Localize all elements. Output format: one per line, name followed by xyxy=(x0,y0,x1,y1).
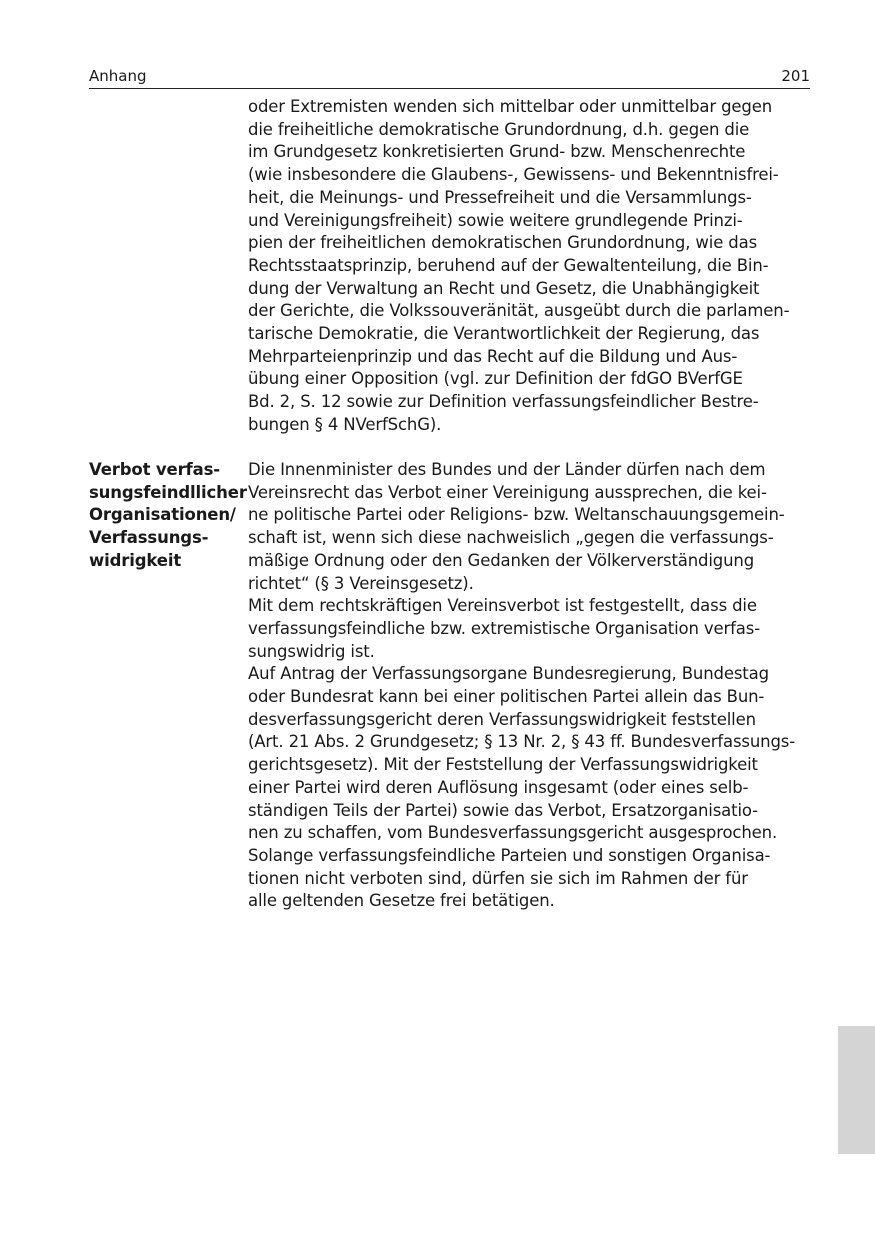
text-line: tionen nicht verboten sind, dürfen sie sich im Rahmen der für xyxy=(248,868,748,888)
text-line: pien der freiheitlichen demokratischen Grundordnung, wie das xyxy=(248,233,758,253)
section-title: Anhang xyxy=(89,67,147,85)
text-line: mäßige Ordnung oder den Gedanken der Völkerverständigung xyxy=(248,550,755,570)
heading-line: widrigkeit xyxy=(89,550,182,570)
heading-line: Verbot verfas- xyxy=(89,460,220,479)
heading-line: Verfassungs- xyxy=(89,528,209,548)
text-line: ständigen Teils der Partei) sowie das Verbot, Ersatzorganisatio- xyxy=(248,800,758,820)
text-line: Solange verfassungsfeindliche Parteien und sonstigen Organisa- xyxy=(248,845,771,865)
text-line: sungswidrig ist. xyxy=(248,641,375,661)
text-line: schaft ist, wenn sich diese nachweislich „gegen die verfassungs- xyxy=(248,528,774,548)
thumb-index-tab xyxy=(838,1026,875,1154)
text-line: nen zu schaffen, vom Bundesverfassungsgericht ausgesprochen. xyxy=(248,823,778,843)
text-line: die freiheitliche demokratische Grundordnung, d.h. gegen die xyxy=(248,119,750,139)
text-line: einer Partei wird deren Auflösung insgesamt (oder eines selb- xyxy=(248,777,749,797)
text-line: Bd. 2, S. 12 sowie zur Definition verfassungsfeindlicher Bestre- xyxy=(248,392,759,412)
text-line: oder Extremisten wenden sich mittelbar oder unmittelbar gegen xyxy=(248,97,773,116)
text-line: Mit dem rechtskräftigen Vereinsverbot ist festgestellt, dass die xyxy=(248,596,757,616)
text-line: desverfassungsgericht deren Verfassungswidrigkeit feststellen xyxy=(248,709,756,729)
text-line: (Art. 21 Abs. 2 Grundgesetz; § 13 Nr. 2, § 43 ff. Bundesverfassungs- xyxy=(248,732,796,752)
text-line: alle geltenden Gesetze frei betätigen. xyxy=(248,891,555,911)
text-line: Auf Antrag der Verfassungsorgane Bundesregierung, Bundestag xyxy=(248,664,769,684)
text-line: heit, die Meinungs- und Pressefreiheit und die Versammlungs- xyxy=(248,187,752,207)
text-line: richtet“ (§ 3 Vereinsgesetz). xyxy=(248,573,474,593)
text-line: verfassungsfeindliche bzw. extremistische Organisation verfas- xyxy=(248,618,761,638)
text-line: der Gerichte, die Volkssouveränität, ausgeübt durch die parlamen- xyxy=(248,301,790,321)
text-line: oder Bundesrat kann bei einer politischen Partei allein das Bun- xyxy=(248,687,765,707)
continuation-paragraph xyxy=(248,96,818,437)
entry-heading xyxy=(89,459,245,573)
text-line: im Grundgesetz konkretisierten Grund- bzw. Menschenrechte xyxy=(248,142,746,162)
text-line: und Vereinigungsfreiheit) sowie weitere grundlegende Prinzi- xyxy=(248,210,743,230)
text-line: (wie insbesondere die Glaubens-, Gewissens- und Bekenntnisfrei- xyxy=(248,165,779,185)
heading-line: sungsfeindllicher xyxy=(89,482,247,502)
text-line: gerichtsgesetz). Mit der Feststellung der Verfassungswidrigkeit xyxy=(248,755,758,775)
heading-line: Organisationen/ xyxy=(89,505,236,525)
page-number: 201 xyxy=(781,67,810,85)
text-line: ne politische Partei oder Religions- bzw. Weltanschauungsgemein- xyxy=(248,505,785,525)
text-line: Vereinsrecht das Verbot einer Vereinigung aussprechen, die kei- xyxy=(248,482,767,502)
text-line: Die Innenminister des Bundes und der Länder dürfen nach dem xyxy=(248,460,766,479)
running-header xyxy=(89,66,810,89)
text-line: übung einer Opposition (vgl. zur Definition der fdGO BVerfGE xyxy=(248,369,743,389)
entry-body xyxy=(248,459,818,913)
text-line: Mehrparteienprinzip und das Recht auf die Bildung und Aus- xyxy=(248,346,738,366)
text-line: dung der Verwaltung an Recht und Gesetz, die Unabhängigkeit xyxy=(248,278,760,298)
text-line: bungen § 4 NVerfSchG). xyxy=(248,414,442,434)
text-line: Rechtsstaatsprinzip, beruhend auf der Gewaltenteilung, die Bin- xyxy=(248,255,769,275)
text-line: tarische Demokratie, die Verantwortlichkeit der Regierung, das xyxy=(248,324,760,344)
